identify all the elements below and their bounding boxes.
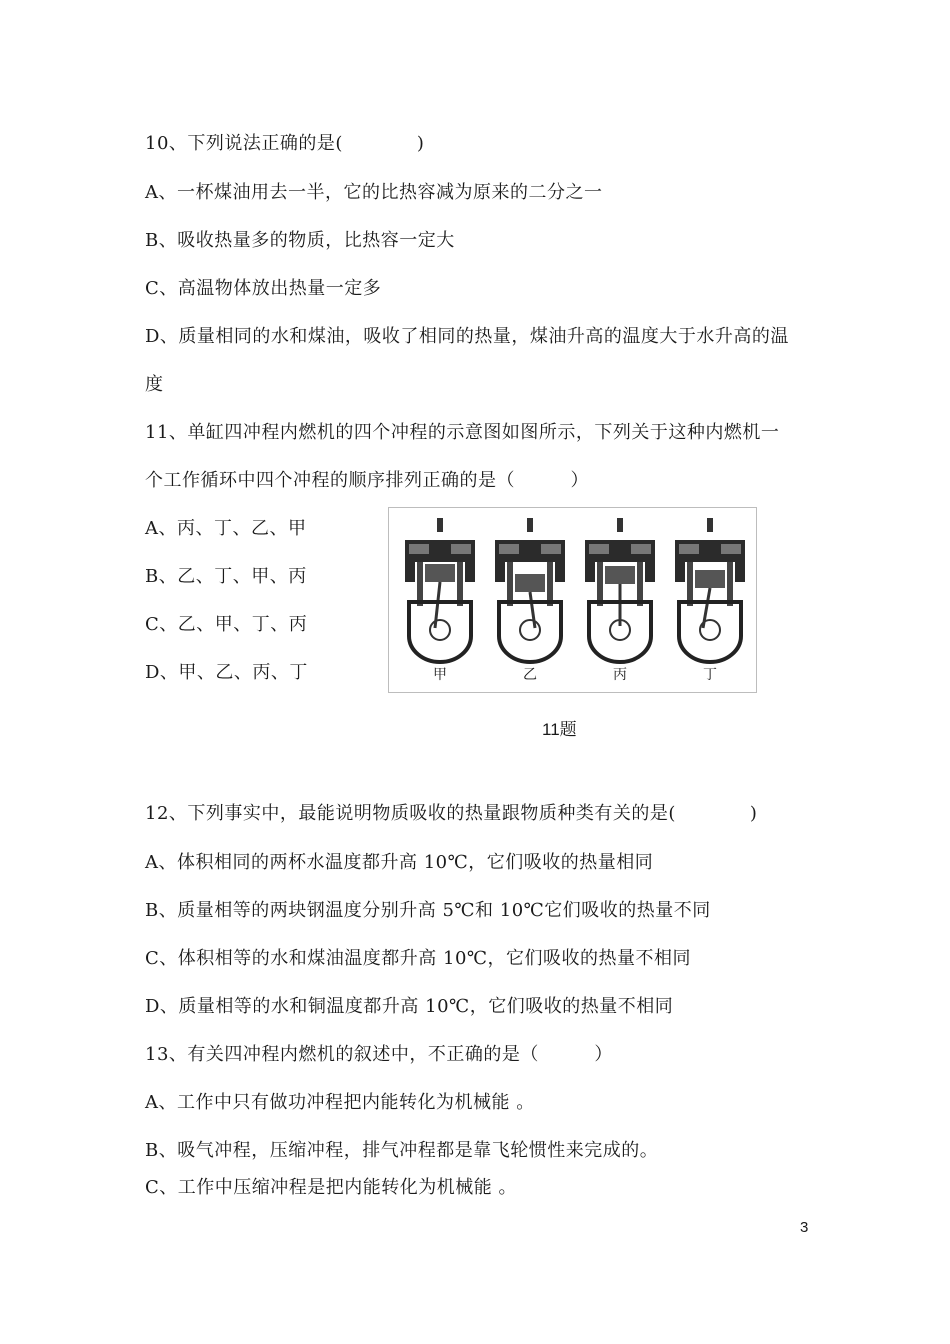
- engine-diagram-4: [669, 516, 751, 666]
- figure-label-2: 乙: [523, 667, 537, 683]
- q12-option-d: D、质量相等的水和铜温度都升高 10℃，它们吸收的热量不相同: [145, 996, 674, 1017]
- q13-stem: 13、有关四冲程内燃机的叙述中，不正确的是（ ）: [145, 1044, 613, 1065]
- page-number: 3: [800, 1219, 809, 1236]
- figure-label-3: 丙: [613, 667, 627, 683]
- q10-stem: 10、下列说法正确的是( ): [145, 133, 425, 154]
- q13-option-c: C、工作中压缩冲程是把内能转化为机械能 。: [145, 1177, 517, 1198]
- figure-label-4: 丁: [703, 667, 717, 683]
- q11-option-c: C、乙、甲、丁、丙: [145, 614, 308, 635]
- q10-option-d-cont: 度: [145, 374, 164, 395]
- figure-label-1: 甲: [433, 667, 447, 683]
- q12-option-b: B、质量相等的两块钢温度分别升高 5℃和 10℃它们吸收的热量不同: [145, 900, 711, 921]
- engine-strokes-figure: [388, 507, 757, 693]
- q12-option-a: A、体积相同的两杯水温度都升高 10℃，它们吸收的热量相同: [145, 852, 654, 873]
- q11-stem-cont: 个工作循环中四个冲程的顺序排列正确的是（ ）: [145, 470, 589, 491]
- q10-option-d: D、质量相同的水和煤油，吸收了相同的热量，煤油升高的温度大于水升高的温: [145, 326, 789, 347]
- engine-diagram-1: [399, 516, 481, 666]
- q13-option-a: A、工作中只有做功冲程把内能转化为机械能 。: [145, 1092, 535, 1113]
- engine-diagram-2: [489, 516, 571, 666]
- q13-option-b: B、吸气冲程，压缩冲程，排气冲程都是靠飞轮惯性来完成的。: [145, 1140, 659, 1161]
- q10-option-a: A、一杯煤油用去一半，它的比热容减为原来的二分之一: [145, 182, 603, 203]
- q10-option-c: C、高温物体放出热量一定多: [145, 278, 382, 299]
- q10-option-b: B、吸收热量多的物质，比热容一定大: [145, 230, 455, 251]
- q12-option-c: C、体积相等的水和煤油温度都升高 10℃，它们吸收的热量不相同: [145, 948, 692, 969]
- q11-option-d: D、甲、乙、丙、丁: [145, 662, 308, 683]
- engine-diagram-3: [579, 516, 661, 666]
- q11-option-a: A、丙、丁、乙、甲: [145, 518, 307, 539]
- q12-stem: 12、下列事实中，最能说明物质吸收的热量跟物质种类有关的是( ): [145, 803, 758, 824]
- figure-caption: 11题: [542, 720, 577, 739]
- q11-option-b: B、乙、丁、甲、丙: [145, 566, 307, 587]
- q11-stem: 11、单缸四冲程内燃机的四个冲程的示意图如图所示，下列关于这种内燃机一: [145, 422, 780, 443]
